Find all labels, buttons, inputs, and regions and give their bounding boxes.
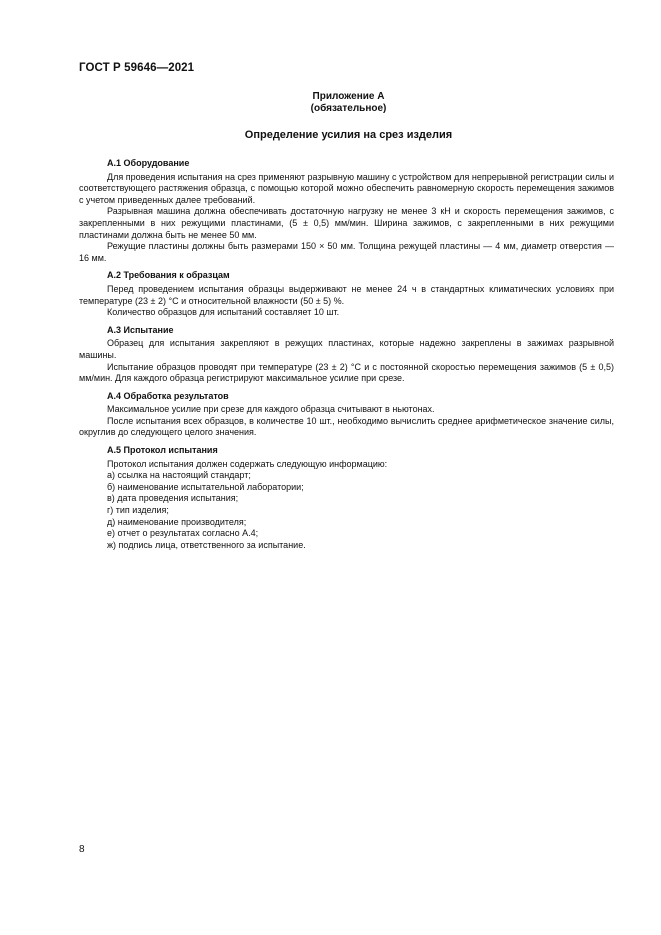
section-heading-a5: А.5 Протокол испытания <box>107 445 218 456</box>
list-item: в) дата проведения испытания; <box>107 493 239 504</box>
paragraph: Количество образцов для испытаний составляет 10 шт. <box>107 307 340 318</box>
section-heading-a1: А.1 Оборудование <box>107 158 190 168</box>
list-item: ж) подпись лица, ответственного за испытание. <box>107 539 306 550</box>
page-number: 8 <box>79 844 85 855</box>
paragraph: Испытание образцов проводят при температуре (23 ± 2) °С и с постоянной скоростью перемещения зажимов (5 ± 0,5) мм/мин. Для каждого образца регистрируют максимальное усилие при срезе. <box>79 361 614 384</box>
section-heading-a2: А.2 Требования к образцам <box>107 270 230 281</box>
paragraph: Максимальное усилие при срезе для каждого образца считывают в ньютонах. <box>107 404 435 415</box>
list-item: г) тип изделия; <box>107 505 169 516</box>
paragraph: Для проведения испытания на срез применяют разрывную машину с устройством для непрерывной регистрации силы и соответствующего растяжения образца, с помощью которой можно обеспечить равномерную скорость перемещения зажимов с учетом приведенных далее требований. <box>79 171 614 205</box>
standard-designation: ГОСТ Р 59646—2021 <box>79 62 195 74</box>
paragraph: После испытания всех образцов, в количестве 10 шт., необходимо вычислить среднее арифметическое значение силы, округлив до следующего целого значения. <box>79 415 614 438</box>
annex-type: (обязательное) <box>310 103 387 114</box>
annex-heading <box>0 91 661 115</box>
section-heading-a3: А.3 Испытание <box>107 324 174 335</box>
list-item: б) наименование испытательной лаборатории; <box>107 481 304 492</box>
paragraph: Разрывная машина должна обеспечивать достаточную нагрузку не менее 3 кН и скорость перемещения зажимов, с закрепленными в них режущими пластинами, (5 ± 0,5) мм/мин. Ширина зажимов, с закрепленными в них режущими пластинами должна быть не менее 50 мм. <box>79 206 614 240</box>
document-body <box>79 158 614 551</box>
annex-title: Определение усилия на срез изделия <box>244 129 453 141</box>
paragraph: Образец для испытания закрепляют в режущих пластинах, которые надежно закреплены в зажимах разрывной машины. <box>79 338 614 360</box>
paragraph: Протокол испытания должен содержать следующую информацию: <box>107 458 388 469</box>
list-item: а) ссылка на настоящий стандарт; <box>107 470 251 481</box>
section-heading-a4: А.4 Обработка результатов <box>107 390 229 401</box>
annex-label: Приложение А <box>312 91 385 102</box>
paragraph: Перед проведением испытания образцы выдерживают не менее 24 ч в стандартных климатических условиях при температуре (23 ± 2) °С и относительной влажности (50 ± 5) %. <box>79 283 614 306</box>
list-item: е) отчет о результатах согласно А.4; <box>107 528 259 539</box>
paragraph: Режущие пластины должны быть размерами 150 × 50 мм. Толщина режущей пластины — 4 мм, диаметр отверстия — 16 мм. <box>79 241 614 263</box>
list-item: д) наименование производителя; <box>107 516 247 527</box>
